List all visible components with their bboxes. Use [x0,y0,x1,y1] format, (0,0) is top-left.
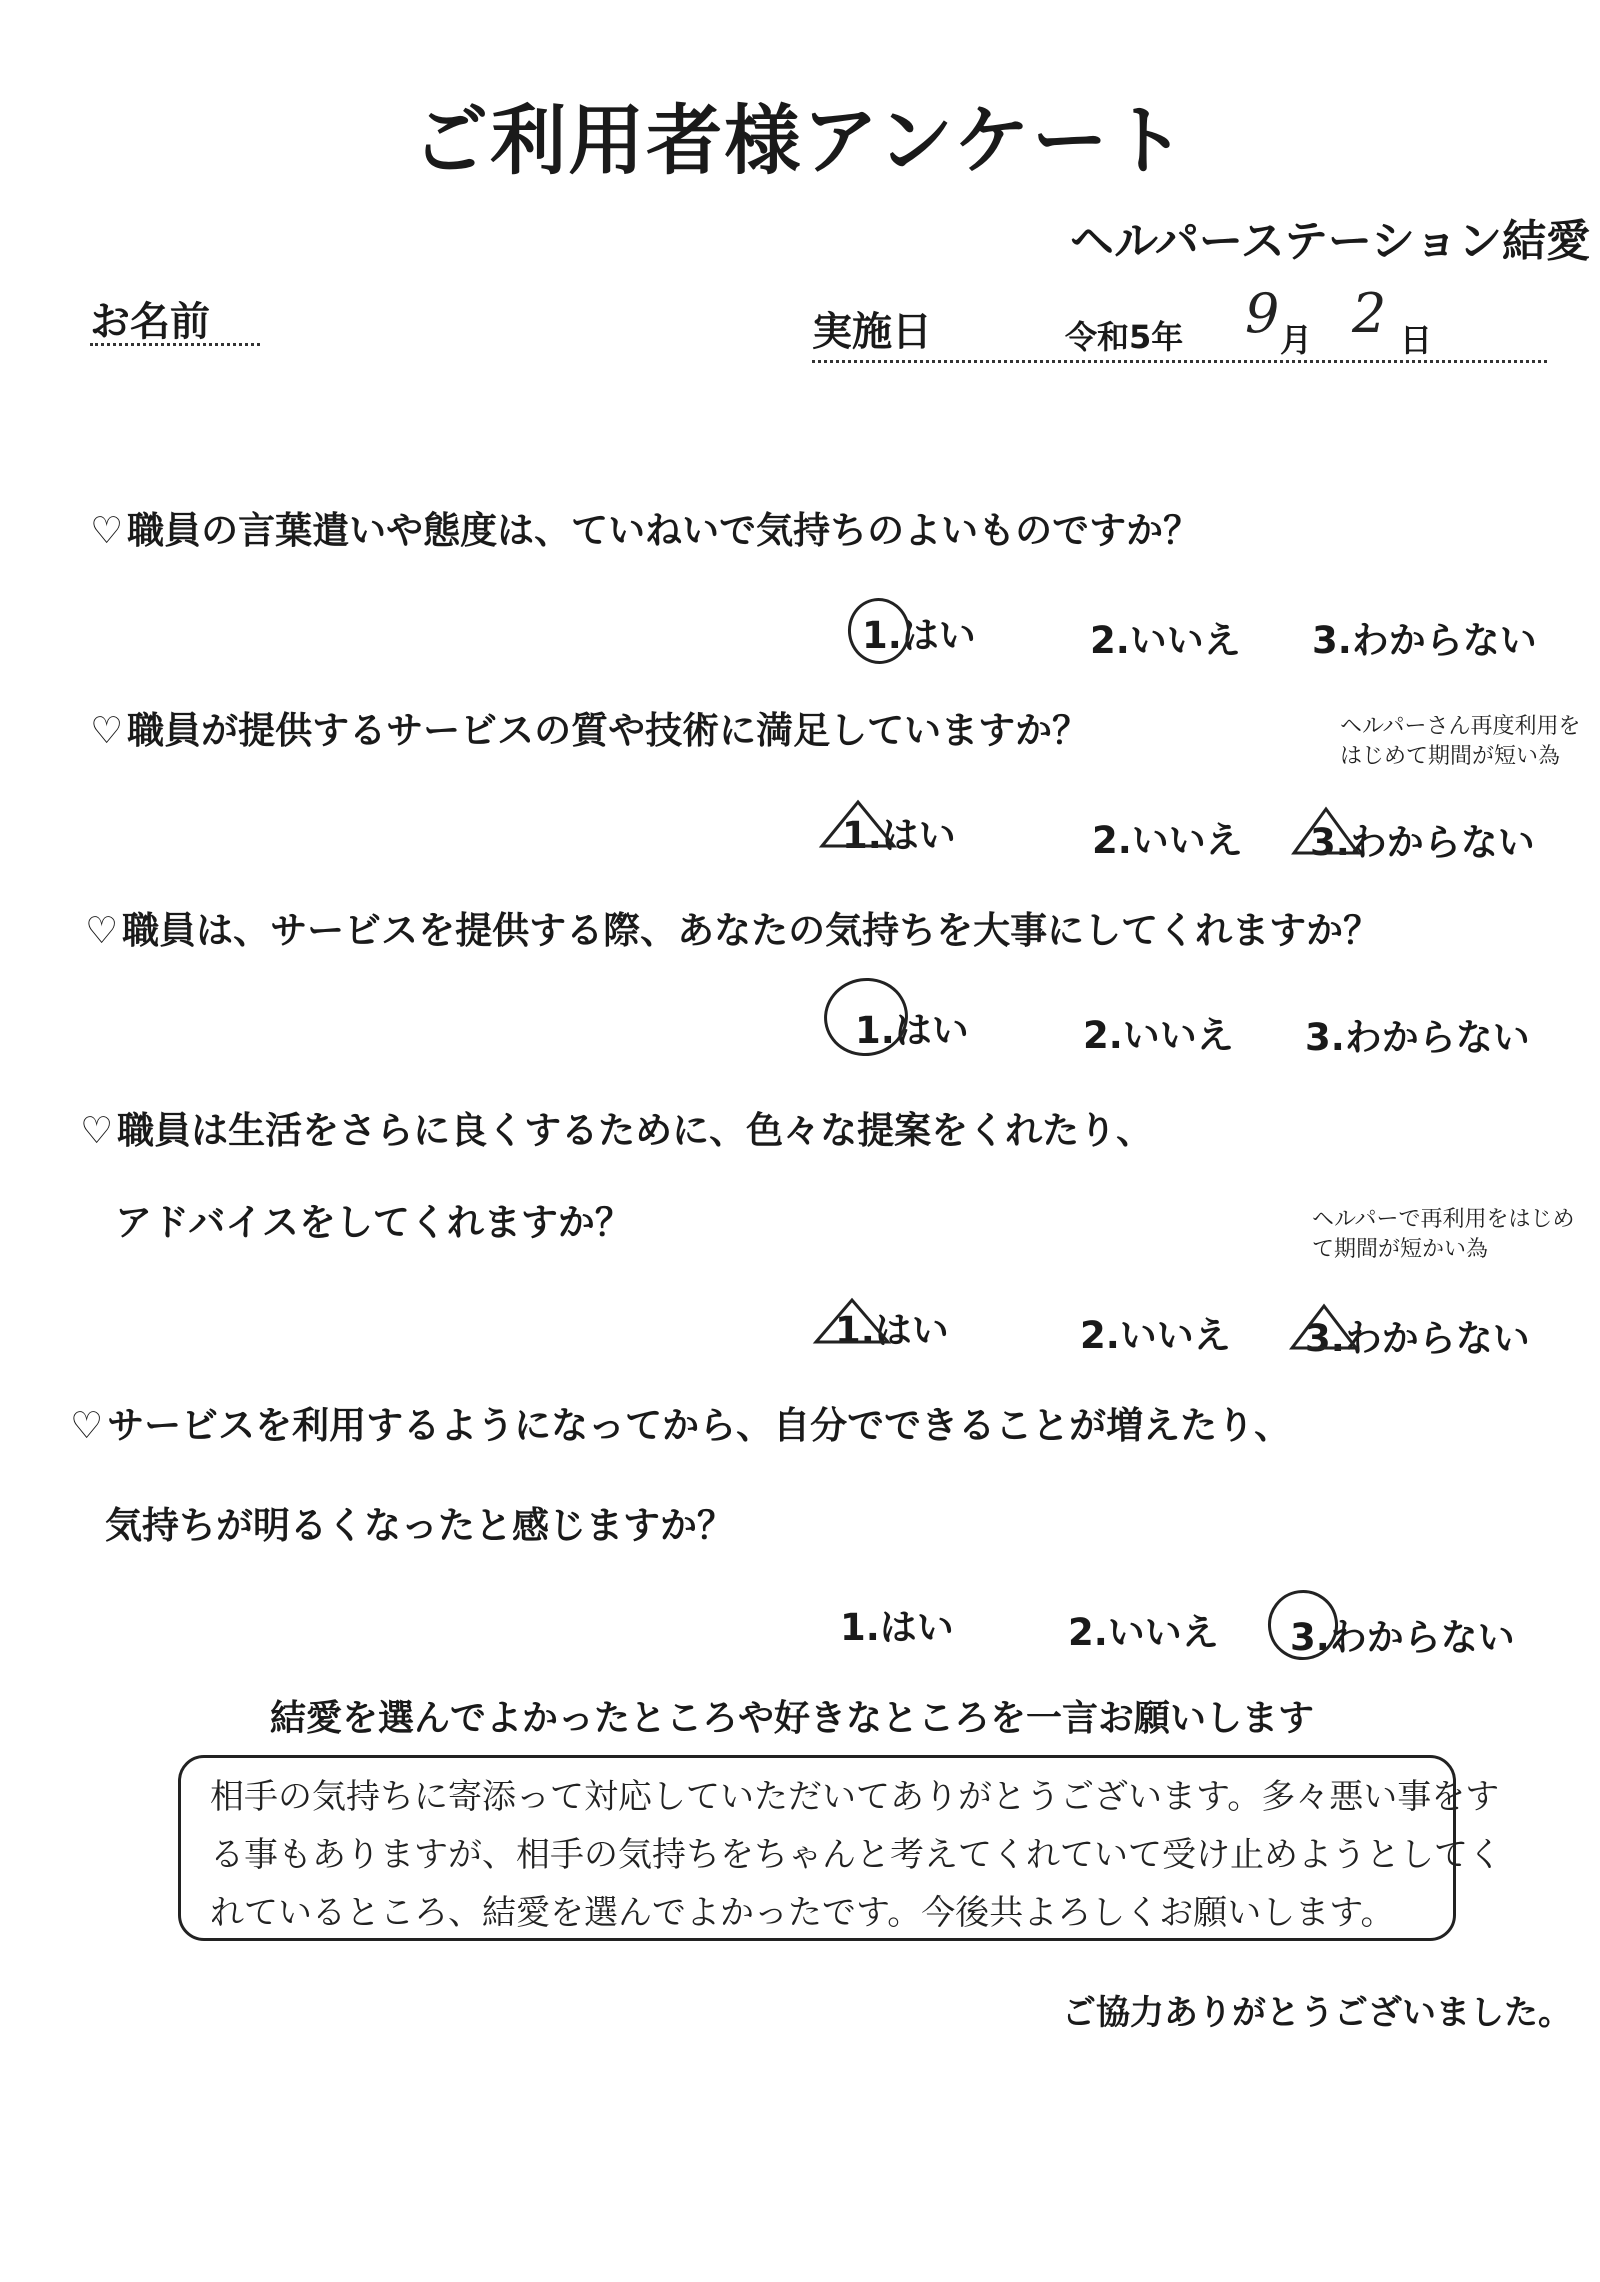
heart-icon: ♡ [80,1109,114,1152]
date-month-label: 月 [1280,321,1313,359]
question-3: ♡ 職員は、サービスを提供する際、あなたの気持ちを大事にしてくれますか？ [85,909,1381,952]
question-1: ♡ 職員の言葉遣いや態度は、ていねいで気持ちのよいものですか？ [90,509,1201,552]
date-day-handwritten: 2 [1352,282,1387,345]
q2-option-yes[interactable]: 1.はい [842,814,956,857]
q3-option-yes[interactable]: 1.はい [855,1009,969,1052]
q2-option-unknown[interactable]: 3.わからない [1310,821,1535,864]
date-underline [812,360,1547,363]
date-era-year: 令和5年 [1065,318,1184,356]
q5-option-no[interactable]: 2.いいえ [1068,1611,1219,1654]
q4-yes-triangle-mark [812,1296,892,1346]
q4-handwritten-note: ヘルパーで再利用をはじめて期間が短かい為 [1312,1207,1575,1262]
q4-unknown-triangle-mark [1288,1302,1360,1352]
heart-icon: ♡ [90,509,124,552]
question-4: ♡ 職員は生活をさらに良くするために、色々な提案をくれたり、 [80,1109,1154,1152]
heart-icon: ♡ [85,909,119,952]
q3-option-no[interactable]: 2.いいえ [1083,1014,1234,1057]
name-underline [90,343,260,346]
comment-prompt: 結愛を選んでよかったところや好きなところを一言お願いします [270,1698,1315,1739]
organization-name: ヘルパーステーション結愛 [1070,216,1591,267]
name-label: お名前 [90,299,210,345]
survey-title: ご利用者様アンケート [412,96,1188,185]
question-5-line-2: 気持ちが明るくなったと感じますか？ [105,1504,734,1547]
date-day-label: 日 [1400,321,1433,359]
q1-option-unknown[interactable]: 3.わからない [1312,619,1537,662]
q4-option-no[interactable]: 2.いいえ [1080,1314,1231,1357]
q5-option-unknown[interactable]: 3.わからない [1290,1616,1515,1659]
heart-icon: ♡ [90,709,124,752]
q4-option-unknown[interactable]: 3.わからない [1305,1317,1530,1360]
heart-icon: ♡ [70,1404,104,1447]
question-5: ♡ サービスを利用するようになってから、自分でできることが増えたり、 [70,1404,1292,1447]
date-label: 実施日 [812,309,932,355]
q1-option-yes[interactable]: 1.はい [862,614,976,657]
q2-yes-triangle-mark [818,798,898,850]
q3-option-unknown[interactable]: 3.わからない [1305,1016,1530,1059]
q2-handwritten-note: ヘルパーさん再度利用をはじめて期間が短い為 [1340,714,1581,769]
question-2: ♡ 職員が提供するサービスの質や技術に満足していますか？ [90,709,1090,752]
q2-unknown-triangle-mark [1290,805,1362,857]
question-4-line-2: アドバイスをしてくれますか？ [115,1201,632,1244]
q4-option-yes[interactable]: 1.はい [835,1309,949,1352]
comment-handwritten-text: 相手の気持ちに寄添って対応していただいてありがとうございます。多々悪い事をする事もありますが、相手の気持ちをちゃんと考えてくれていて受け止めようとしてくれているところ、結愛を選んでよかったです。今後共よろしくお願いします。 [210,1777,1502,1933]
thank-you-message: ご協力ありがとうございました。 [1062,1993,1572,2033]
date-month-handwritten: 9 [1245,282,1280,345]
q1-option-no[interactable]: 2.いいえ [1090,619,1241,662]
q5-option-yes[interactable]: 1.はい [840,1606,954,1649]
q2-option-no[interactable]: 2.いいえ [1092,819,1243,862]
